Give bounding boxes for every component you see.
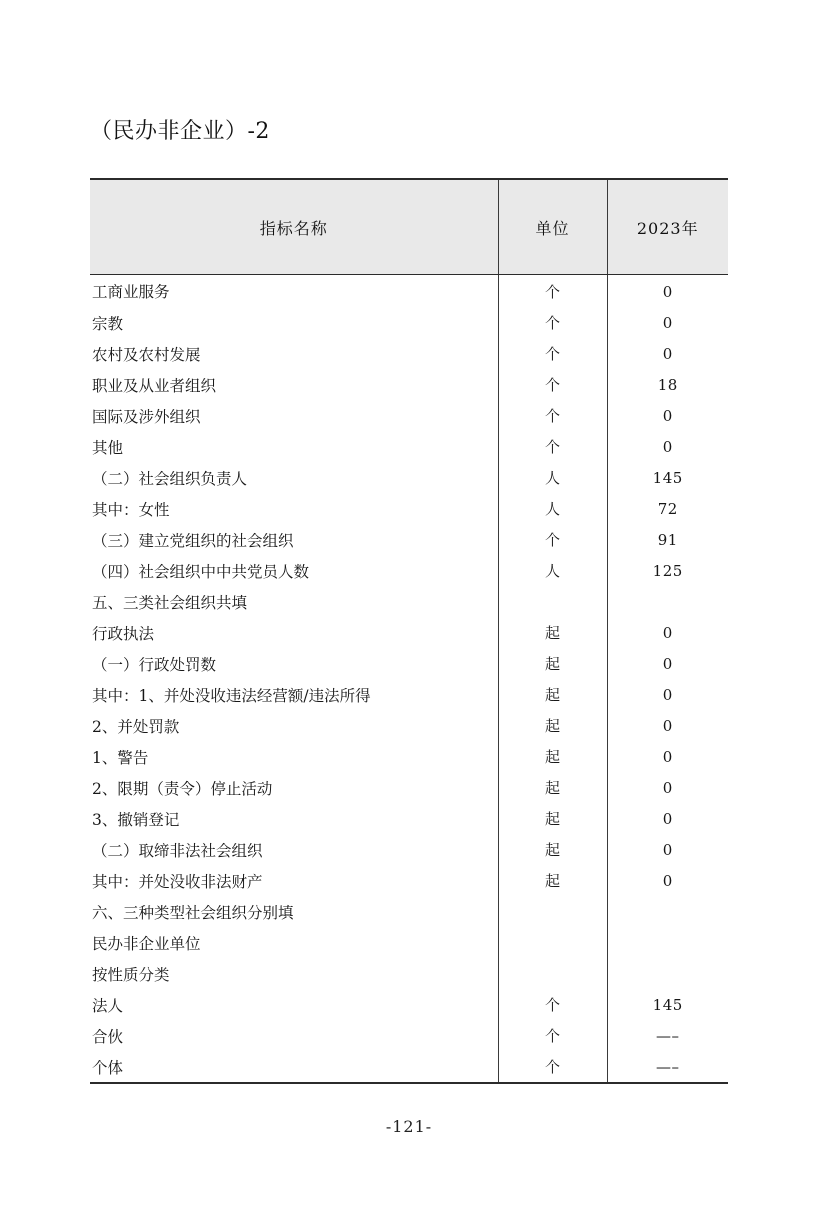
row-label: 其中：1、并处没收违法经营额/违法所得 xyxy=(92,686,371,705)
row-label: 2、限期（责令）停止活动 xyxy=(92,779,273,798)
row-unit xyxy=(498,958,607,989)
row-label: 农村及农村发展 xyxy=(92,345,201,364)
row-unit: 起 xyxy=(498,803,607,834)
row-value: 0 xyxy=(607,338,728,369)
row-label: （四）社会组织中中共党员人数 xyxy=(92,562,310,581)
row-label: 合伙 xyxy=(92,1027,124,1046)
row-label: 宗教 xyxy=(92,314,124,333)
table-row xyxy=(90,462,728,493)
row-unit: 起 xyxy=(498,865,607,896)
row-label: 1、警告 xyxy=(92,748,149,767)
row-label: 行政执法 xyxy=(92,624,155,643)
row-label: （三）建立党组织的社会组织 xyxy=(92,531,294,550)
row-label: 五、三类社会组织共填 xyxy=(92,593,248,612)
row-label: （一）行政处罚数 xyxy=(92,655,217,674)
row-label: 职业及从业者组织 xyxy=(92,376,217,395)
row-unit: 起 xyxy=(498,648,607,679)
column-header-unit: 单位 xyxy=(498,179,607,275)
row-value: 0 xyxy=(607,772,728,803)
statistics-table-container xyxy=(90,178,728,1084)
row-unit: 个 xyxy=(498,524,607,555)
row-label: 2、并处罚款 xyxy=(92,717,180,736)
column-header-indicator-name: 指标名称 xyxy=(90,179,498,275)
page-number: -121- xyxy=(385,1117,433,1136)
table-row xyxy=(90,896,728,927)
table-header-row xyxy=(90,179,728,275)
row-label: 按性质分类 xyxy=(92,965,170,984)
row-value: 0 xyxy=(607,400,728,431)
row-label: （二）社会组织负责人 xyxy=(92,469,248,488)
statistics-table xyxy=(90,178,728,1084)
row-label: 工商业服务 xyxy=(92,283,170,301)
row-value: 0 xyxy=(607,865,728,896)
table-row xyxy=(90,989,728,1020)
table-row xyxy=(90,617,728,648)
row-value xyxy=(607,586,728,617)
row-unit: 起 xyxy=(498,617,607,648)
table-row xyxy=(90,803,728,834)
table-body xyxy=(90,275,728,1084)
row-value xyxy=(607,958,728,989)
row-value: 145 xyxy=(607,462,728,493)
table-row xyxy=(90,741,728,772)
table-row xyxy=(90,834,728,865)
row-unit: 个 xyxy=(498,338,607,369)
table-row xyxy=(90,431,728,462)
table-row xyxy=(90,307,728,338)
row-value: 0 xyxy=(607,431,728,462)
row-unit xyxy=(498,927,607,958)
row-label: 民办非企业单位 xyxy=(92,934,201,953)
table-row xyxy=(90,710,728,741)
row-value: 91 xyxy=(607,524,728,555)
row-unit: 起 xyxy=(498,679,607,710)
row-value: 0 xyxy=(607,834,728,865)
row-value: 0 xyxy=(607,679,728,710)
row-value: 0 xyxy=(607,741,728,772)
row-value: 0 xyxy=(607,275,728,308)
row-unit: 个 xyxy=(498,1051,607,1083)
table-row xyxy=(90,338,728,369)
table-row xyxy=(90,772,728,803)
row-unit: 个 xyxy=(498,989,607,1020)
table-row xyxy=(90,493,728,524)
row-value: 72 xyxy=(607,493,728,524)
row-label: 其中：并处没收非法财产 xyxy=(92,872,263,891)
row-label: 其他 xyxy=(92,438,124,457)
row-unit xyxy=(498,896,607,927)
row-unit: 个 xyxy=(498,1020,607,1051)
row-unit: 人 xyxy=(498,555,607,586)
row-label: 法人 xyxy=(92,996,124,1015)
table-row xyxy=(90,275,728,308)
row-value: 0 xyxy=(607,710,728,741)
table-row xyxy=(90,927,728,958)
row-unit: 人 xyxy=(498,462,607,493)
row-unit: 个 xyxy=(498,369,607,400)
page-title: （民办非企业）-2 xyxy=(90,119,270,144)
row-label: 六、三种类型社会组织分别填 xyxy=(92,903,294,922)
row-unit xyxy=(498,586,607,617)
row-value: 0 xyxy=(607,803,728,834)
table-row xyxy=(90,369,728,400)
row-unit: 个 xyxy=(498,431,607,462)
row-value: 125 xyxy=(607,555,728,586)
table-row xyxy=(90,648,728,679)
row-unit: 个 xyxy=(498,275,607,308)
row-label: 其中：女性 xyxy=(92,500,170,519)
table-row xyxy=(90,400,728,431)
row-unit: 起 xyxy=(498,710,607,741)
table-row xyxy=(90,555,728,586)
row-unit: 个 xyxy=(498,400,607,431)
row-unit: 起 xyxy=(498,834,607,865)
row-unit: 个 xyxy=(498,307,607,338)
row-label: 3、撤销登记 xyxy=(92,810,180,829)
row-value: 145 xyxy=(607,989,728,1020)
table-row xyxy=(90,586,728,617)
table-row xyxy=(90,679,728,710)
row-unit: 起 xyxy=(498,741,607,772)
row-value: 0 xyxy=(607,307,728,338)
table-row xyxy=(90,958,728,989)
row-value: 18 xyxy=(607,369,728,400)
row-value xyxy=(607,896,728,927)
table-row xyxy=(90,1051,728,1083)
row-value: —– xyxy=(607,1020,728,1051)
table-row xyxy=(90,524,728,555)
table-row xyxy=(90,865,728,896)
row-label: （二）取缔非法社会组织 xyxy=(92,841,263,860)
table-header xyxy=(90,179,728,275)
row-unit: 人 xyxy=(498,493,607,524)
column-header-year: 2023年 xyxy=(607,179,728,275)
row-value: —– xyxy=(607,1051,728,1083)
row-unit: 起 xyxy=(498,772,607,803)
row-value xyxy=(607,927,728,958)
row-value: 0 xyxy=(607,617,728,648)
row-value: 0 xyxy=(607,648,728,679)
table-row xyxy=(90,1020,728,1051)
row-label: 国际及涉外组织 xyxy=(92,407,201,426)
row-label: 个体 xyxy=(90,1051,498,1083)
